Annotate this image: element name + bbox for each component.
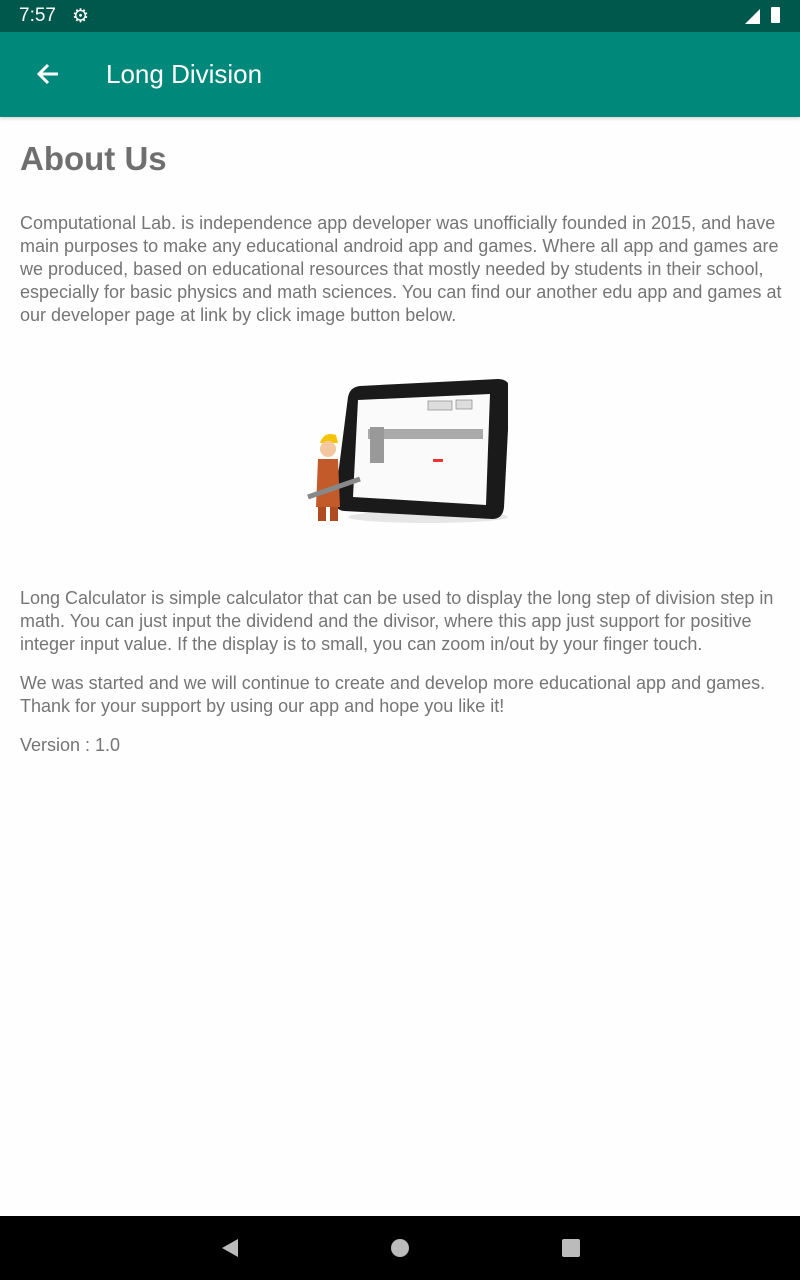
status-time: 7:57 (19, 5, 56, 26)
app-title: Long Division (106, 59, 263, 89)
app-bar (0, 32, 800, 117)
version-label: Version : 1.0 (20, 735, 121, 755)
tablet-worker-illustration (298, 367, 508, 537)
about-paragraph: Computational Lab. is independence app developer was unofficially founded in 2015, and have main purposes to make any educational android app and games. Where all app and games are we produced, based on educational resources that mostly needed by students in their school, especially for basic physics and math sciences. You can find our another edu app and games at our developer page at link by click image button below. (20, 213, 782, 325)
status-bar (0, 0, 800, 32)
developer-page-image-button[interactable] (298, 367, 508, 537)
nav-home-icon[interactable] (390, 1238, 410, 1263)
battery-icon (771, 7, 780, 23)
back-arrow-icon[interactable] (34, 54, 64, 94)
nav-back-icon[interactable] (220, 1238, 240, 1263)
signal-icon (745, 9, 760, 24)
about-content (20, 140, 785, 757)
navigation-bar (0, 1216, 800, 1280)
nav-recents-icon[interactable] (561, 1238, 581, 1263)
page-title: About Us (20, 140, 167, 177)
app-description: Long Calculator is simple calculator that can be used to display the long step of division step in math. You can just input the dividend and the divisor, where this app just support for positive integer input value. If the display is to small, you can zoom in/out by your finger touch. (20, 588, 774, 654)
thanks-paragraph: We was started and we will continue to create and develop more educational app and games. Thank for your support by using our app and hope you like it! (20, 673, 766, 716)
settings-gear-icon: ⚙ (72, 6, 90, 27)
